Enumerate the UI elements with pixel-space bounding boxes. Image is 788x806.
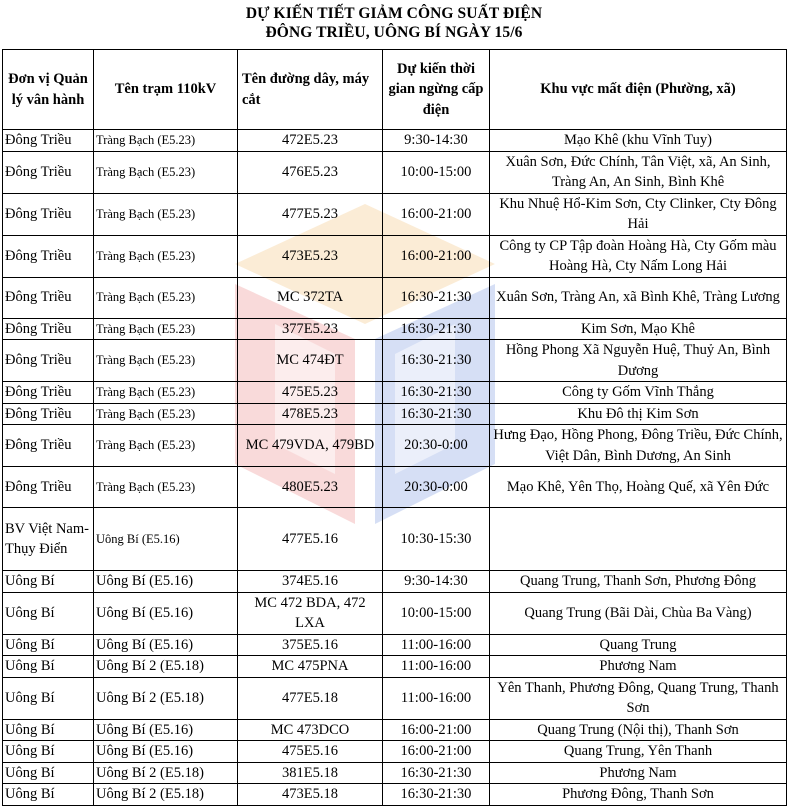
line-cell: 475E5.16 bbox=[238, 741, 383, 763]
unit-cell: Uông Bí bbox=[3, 741, 94, 763]
unit-cell: Đông Triều bbox=[3, 130, 94, 152]
area-cell: Xuân Sơn, Tràng An, xã Bình Khê, Tràng Lương bbox=[490, 277, 787, 318]
area-cell: Yên Thanh, Phương Đông, Quang Trung, Thanh Sơn bbox=[490, 677, 787, 719]
table-row bbox=[3, 592, 787, 634]
page-title bbox=[0, 4, 788, 42]
header-line: Tên đường dây, máy cắt bbox=[238, 50, 383, 130]
line-cell: 476E5.23 bbox=[238, 151, 383, 193]
unit-cell: Uông Bí bbox=[3, 656, 94, 678]
table-row bbox=[3, 277, 787, 318]
unit-cell: Uông Bí bbox=[3, 634, 94, 656]
station-cell: Tràng Bạch (E5.23) bbox=[94, 130, 238, 152]
area-cell: Khu Nhuệ Hổ-Kim Sơn, Cty Clinker, Cty Đông Hải bbox=[490, 193, 787, 235]
station-cell: Tràng Bạch (E5.23) bbox=[94, 382, 238, 404]
area-cell: Khu Đô thị Kim Sơn bbox=[490, 403, 787, 425]
line-cell: MC 472 BDA, 472 LXA bbox=[238, 592, 383, 634]
area-cell bbox=[490, 508, 787, 571]
unit-cell: Đông Triều bbox=[3, 403, 94, 425]
area-cell: Xuân Sơn, Đức Chính, Tân Việt, xã, An Sinh, Tràng An, An Sinh, Bình Khê bbox=[490, 151, 787, 193]
area-cell: Quang Trung, Thanh Sơn, Phương Đông bbox=[490, 571, 787, 593]
unit-cell: Đông Triều bbox=[3, 193, 94, 235]
area-cell: Kim Sơn, Mạo Khê bbox=[490, 318, 787, 340]
header-station: Tên trạm 110kV bbox=[94, 50, 238, 130]
station-cell: Tràng Bạch (E5.23) bbox=[94, 151, 238, 193]
table-row bbox=[3, 677, 787, 719]
line-cell: 477E5.23 bbox=[238, 193, 383, 235]
area-cell: Quang Trung, Yên Thanh bbox=[490, 741, 787, 763]
time-cell: 20:30-0:00 bbox=[383, 467, 490, 508]
station-cell: Tràng Bạch (E5.23) bbox=[94, 467, 238, 508]
area-cell: Phương Đông, Thanh Sơn bbox=[490, 784, 787, 806]
area-cell: Hồng Phong Xã Nguyễn Huệ, Thuỷ An, Bình Dương bbox=[490, 340, 787, 382]
line-cell: 473E5.18 bbox=[238, 784, 383, 806]
station-cell: Uông Bí 2 (E5.18) bbox=[94, 656, 238, 678]
area-cell: Quang Trung (Bãi Dài, Chùa Ba Vàng) bbox=[490, 592, 787, 634]
time-cell: 10:30-15:30 bbox=[383, 508, 490, 571]
unit-cell: Đông Triều bbox=[3, 382, 94, 404]
outage-table bbox=[2, 49, 787, 806]
table-row bbox=[3, 193, 787, 235]
unit-cell: Đông Triều bbox=[3, 425, 94, 467]
unit-cell: Đông Triều bbox=[3, 151, 94, 193]
table-row bbox=[3, 719, 787, 741]
header-time: Dự kiến thời gian ngừng cấp điện bbox=[383, 50, 490, 130]
table-row bbox=[3, 571, 787, 593]
station-cell: Uông Bí (E5.16) bbox=[94, 634, 238, 656]
line-cell: 477E5.16 bbox=[238, 508, 383, 571]
station-cell: Tràng Bạch (E5.23) bbox=[94, 193, 238, 235]
line-cell: MC 473DCO bbox=[238, 719, 383, 741]
table-row bbox=[3, 235, 787, 277]
line-cell: 477E5.18 bbox=[238, 677, 383, 719]
unit-cell: Uông Bí bbox=[3, 571, 94, 593]
table-row bbox=[3, 382, 787, 404]
unit-cell: Đông Triều bbox=[3, 277, 94, 318]
time-cell: 16:30-21:30 bbox=[383, 784, 490, 806]
line-cell: 475E5.23 bbox=[238, 382, 383, 404]
station-cell: Uông Bí (E5.16) bbox=[94, 508, 238, 571]
table-row bbox=[3, 508, 787, 571]
station-cell: Uông Bí 2 (E5.18) bbox=[94, 784, 238, 806]
line-cell: 472E5.23 bbox=[238, 130, 383, 152]
station-cell: Tràng Bạch (E5.23) bbox=[94, 403, 238, 425]
area-cell: Công ty Gốm Vĩnh Thắng bbox=[490, 382, 787, 404]
line-cell: 473E5.23 bbox=[238, 235, 383, 277]
time-cell: 16:30-21:30 bbox=[383, 403, 490, 425]
station-cell: Tràng Bạch (E5.23) bbox=[94, 425, 238, 467]
unit-cell: Đông Triều bbox=[3, 467, 94, 508]
title-line-2: ĐÔNG TRIỀU, UÔNG BÍ NGÀY 15/6 bbox=[265, 24, 523, 41]
table-row bbox=[3, 151, 787, 193]
station-cell: Tràng Bạch (E5.23) bbox=[94, 235, 238, 277]
area-cell: Mạo Khê, Yên Thọ, Hoàng Quế, xã Yên Đức bbox=[490, 467, 787, 508]
time-cell: 9:30-14:30 bbox=[383, 130, 490, 152]
line-cell: MC 475PNA bbox=[238, 656, 383, 678]
station-cell: Tràng Bạch (E5.23) bbox=[94, 340, 238, 382]
unit-cell: Uông Bí bbox=[3, 784, 94, 806]
time-cell: 16:00-21:00 bbox=[383, 719, 490, 741]
header-unit: Đơn vị Quản lý vân hành bbox=[3, 50, 94, 130]
line-cell: 480E5.23 bbox=[238, 467, 383, 508]
time-cell: 9:30-14:30 bbox=[383, 571, 490, 593]
time-cell: 16:30-21:30 bbox=[383, 382, 490, 404]
line-cell: 377E5.23 bbox=[238, 318, 383, 340]
line-cell: 381E5.18 bbox=[238, 762, 383, 784]
time-cell: 16:00-21:00 bbox=[383, 235, 490, 277]
area-cell: Công ty CP Tập đoàn Hoàng Hà, Cty Gốm màu Hoàng Hà, Cty Nấm Long Hải bbox=[490, 235, 787, 277]
unit-cell: Uông Bí bbox=[3, 592, 94, 634]
time-cell: 11:00-16:00 bbox=[383, 677, 490, 719]
time-cell: 11:00-16:00 bbox=[383, 656, 490, 678]
station-cell: Uông Bí (E5.16) bbox=[94, 741, 238, 763]
table-row bbox=[3, 318, 787, 340]
time-cell: 16:30-21:30 bbox=[383, 340, 490, 382]
table-header-row bbox=[3, 50, 787, 130]
time-cell: 10:00-15:00 bbox=[383, 151, 490, 193]
unit-cell: BV Việt Nam-Thụy Điển bbox=[3, 508, 94, 571]
time-cell: 16:30-21:30 bbox=[383, 762, 490, 784]
table-row bbox=[3, 130, 787, 152]
line-cell: 374E5.16 bbox=[238, 571, 383, 593]
station-cell: Uông Bí 2 (E5.18) bbox=[94, 762, 238, 784]
area-cell: Mạo Khê (khu Vĩnh Tuy) bbox=[490, 130, 787, 152]
unit-cell: Uông Bí bbox=[3, 677, 94, 719]
line-cell: 478E5.23 bbox=[238, 403, 383, 425]
station-cell: Uông Bí (E5.16) bbox=[94, 571, 238, 593]
area-cell: Quang Trung (Nội thị), Thanh Sơn bbox=[490, 719, 787, 741]
header-area: Khu vực mất điện (Phường, xã) bbox=[490, 50, 787, 130]
table-row bbox=[3, 656, 787, 678]
table-body bbox=[3, 130, 787, 806]
unit-cell: Đông Triều bbox=[3, 340, 94, 382]
unit-cell: Uông Bí bbox=[3, 762, 94, 784]
time-cell: 16:00-21:00 bbox=[383, 193, 490, 235]
line-cell: MC 474ĐT bbox=[238, 340, 383, 382]
unit-cell: Đông Triều bbox=[3, 318, 94, 340]
time-cell: 16:30-21:30 bbox=[383, 318, 490, 340]
station-cell: Uông Bí (E5.16) bbox=[94, 719, 238, 741]
line-cell: 375E5.16 bbox=[238, 634, 383, 656]
station-cell: Tràng Bạch (E5.23) bbox=[94, 318, 238, 340]
station-cell: Uông Bí (E5.16) bbox=[94, 592, 238, 634]
time-cell: 16:30-21:30 bbox=[383, 277, 490, 318]
time-cell: 10:00-15:00 bbox=[383, 592, 490, 634]
station-cell: Uông Bí 2 (E5.18) bbox=[94, 677, 238, 719]
table-row bbox=[3, 467, 787, 508]
table-row bbox=[3, 634, 787, 656]
table-row bbox=[3, 762, 787, 784]
time-cell: 20:30-0:00 bbox=[383, 425, 490, 467]
area-cell: Quang Trung bbox=[490, 634, 787, 656]
unit-cell: Đông Triều bbox=[3, 235, 94, 277]
line-cell: MC 479VDA, 479BD bbox=[238, 425, 383, 467]
table-row bbox=[3, 403, 787, 425]
time-cell: 16:00-21:00 bbox=[383, 741, 490, 763]
time-cell: 11:00-16:00 bbox=[383, 634, 490, 656]
title-line-1: DỰ KIẾN TIẾT GIẢM CÔNG SUẤT ĐIỆN bbox=[245, 5, 543, 22]
table-row bbox=[3, 741, 787, 763]
unit-cell: Uông Bí bbox=[3, 719, 94, 741]
station-cell: Tràng Bạch (E5.23) bbox=[94, 277, 238, 318]
table-row bbox=[3, 425, 787, 467]
table-row bbox=[3, 784, 787, 806]
area-cell: Phương Nam bbox=[490, 762, 787, 784]
area-cell: Hưng Đạo, Hồng Phong, Đông Triều, Đức Chính, Việt Dân, Bình Dương, An Sinh bbox=[490, 425, 787, 467]
line-cell: MC 372TA bbox=[238, 277, 383, 318]
area-cell: Phương Nam bbox=[490, 656, 787, 678]
table-row bbox=[3, 340, 787, 382]
